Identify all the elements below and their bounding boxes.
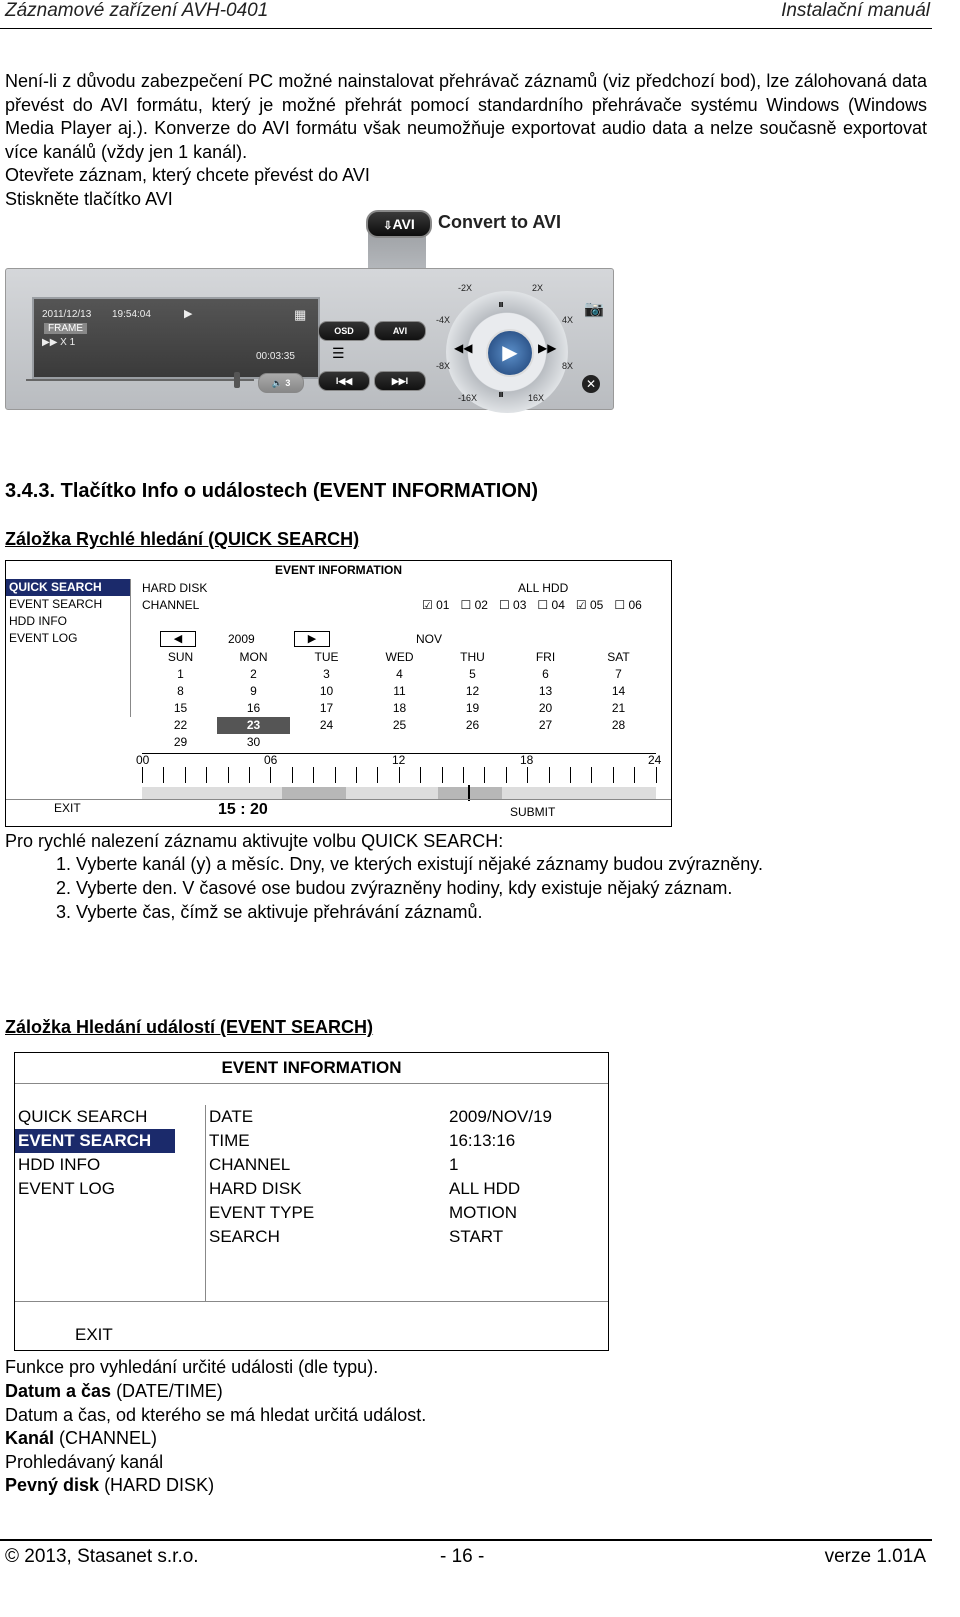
calendar-day[interactable]: 3 xyxy=(323,667,330,681)
hard-disk-label: HARD DISK xyxy=(142,581,208,595)
event-field-value[interactable]: 2009/NOV/19 xyxy=(449,1107,553,1126)
list-icon[interactable]: ☰ xyxy=(332,345,345,361)
event-field-row[interactable] xyxy=(209,1201,599,1225)
menu-event-log[interactable]: EVENT LOG xyxy=(18,1179,115,1198)
datetime-heading: Datum a čas (DATE/TIME) xyxy=(5,1381,223,1401)
weekday-header: SAT xyxy=(607,650,630,664)
calendar-day[interactable]: 8 xyxy=(177,684,184,698)
speed-label: 8X xyxy=(562,361,574,371)
event-field-label: SEARCH xyxy=(209,1227,280,1246)
channel-number: 04 xyxy=(551,598,565,612)
list-item: 1. Vyberte kanál (y) a měsíc. Dny, ve kterých existují nějaké záznamy budou zvýrazněny. xyxy=(76,852,930,876)
footer-divider xyxy=(15,1301,608,1302)
event-field-label: CHANNEL xyxy=(209,1155,291,1174)
event-field-value[interactable]: MOTION xyxy=(449,1203,517,1222)
calendar-day xyxy=(509,734,582,751)
calendar-grid xyxy=(144,649,655,751)
checkbox-icon[interactable]: ☐ xyxy=(537,598,549,612)
time-display: 15 : 20 xyxy=(218,801,268,818)
panel-title: EVENT INFORMATION xyxy=(221,1058,402,1077)
panel-title: EVENT INFORMATION xyxy=(274,563,403,577)
osd-button[interactable]: OSD xyxy=(318,321,370,341)
event-fields xyxy=(209,1105,599,1249)
channel-checkbox[interactable] xyxy=(537,598,564,612)
close-icon[interactable]: ✕ xyxy=(582,375,600,393)
month-label: NOV xyxy=(416,632,443,646)
event-field-value[interactable]: START xyxy=(449,1227,504,1246)
lcd-time: 19:54:04 xyxy=(112,309,151,320)
channel-heading: Kanál (CHANNEL) xyxy=(5,1428,158,1448)
weekday-header: WED xyxy=(385,650,414,664)
event-field-value[interactable]: 16:13:16 xyxy=(449,1131,516,1150)
weekday-header: SUN xyxy=(167,650,194,664)
intro-step-open: Otevřete záznam, který chcete převést do AVI xyxy=(5,165,370,185)
player-window xyxy=(5,268,614,410)
weekday-header: THU xyxy=(460,650,485,664)
hour-tick xyxy=(634,767,635,783)
checkbox-checked-icon[interactable]: ☑ xyxy=(575,598,587,612)
hour-tick xyxy=(656,767,657,783)
menu-event-search[interactable]: EVENT SEARCH xyxy=(15,1129,175,1153)
hour-tick xyxy=(292,767,293,783)
hour-tick xyxy=(484,767,485,783)
calendar-day[interactable]: 14 xyxy=(611,684,626,698)
weekday-header: MON xyxy=(239,650,268,664)
menu-divider xyxy=(205,1105,206,1301)
rewind-icon[interactable]: ◀◀ xyxy=(454,341,473,355)
calendar-day[interactable]: 30 xyxy=(246,735,261,749)
calendar-day[interactable]: 4 xyxy=(396,667,403,681)
timeline-handle[interactable] xyxy=(234,372,240,388)
calendar-day[interactable]: 5 xyxy=(469,667,476,681)
calendar-day[interactable]: 26 xyxy=(465,718,480,732)
hour-tick xyxy=(163,767,164,783)
event-field-value[interactable]: ALL HDD xyxy=(449,1179,521,1198)
channel-checkbox[interactable] xyxy=(614,598,641,612)
play-indicator-icon: ▶ xyxy=(184,308,193,320)
hour-tick xyxy=(527,767,528,783)
event-field-row[interactable] xyxy=(209,1225,599,1249)
hour-tick xyxy=(335,767,336,783)
calendar-day[interactable]: 18 xyxy=(392,701,407,715)
calendar-day[interactable]: 29 xyxy=(173,735,188,749)
event-field-value[interactable]: 1 xyxy=(449,1155,459,1174)
menu-event-search[interactable]: EVENT SEARCH xyxy=(9,597,103,611)
quick-intro: Pro rychlé nalezení záznamu aktivujte volbu QUICK SEARCH: xyxy=(5,831,504,851)
avi-button[interactable]: AVI xyxy=(374,321,426,341)
quick-search-heading: Záložka Rychlé hledání (QUICK SEARCH) xyxy=(5,529,360,549)
hour-tick xyxy=(442,767,443,783)
event-field-label: DATE xyxy=(209,1107,254,1126)
channel-number: 02 xyxy=(474,598,488,612)
calendar-day[interactable]: 12 xyxy=(465,684,480,698)
hour-tick xyxy=(313,767,314,783)
calendar-day[interactable]: 16 xyxy=(246,701,261,715)
hour-label: 24 xyxy=(648,753,662,767)
channel-checkboxes xyxy=(422,598,653,612)
calendar-day[interactable]: 13 xyxy=(538,684,553,698)
hour-tick xyxy=(463,767,464,783)
channel-number: 03 xyxy=(513,598,527,612)
calendar-day[interactable]: 19 xyxy=(465,701,480,715)
speed-label: -2X xyxy=(458,283,473,293)
calendar-week xyxy=(144,666,655,683)
hour-tick xyxy=(142,767,143,783)
checkbox-checked-icon[interactable]: ☑ xyxy=(422,598,433,612)
calendar-day[interactable]: 23 xyxy=(217,717,290,734)
hour-tick xyxy=(356,767,357,783)
exit-button[interactable]: EXIT xyxy=(75,1325,113,1344)
lcd-date: 2011/12/13 xyxy=(42,309,92,320)
calendar-day[interactable]: 10 xyxy=(319,684,334,698)
event-field-label: TIME xyxy=(209,1131,250,1150)
event-desc: Funkce pro vyhledání určité události (dle typu). xyxy=(5,1357,379,1377)
snapshot-icon[interactable]: 📷 xyxy=(584,301,604,318)
menu-quick-search[interactable]: QUICK SEARCH xyxy=(6,579,130,596)
footer-line xyxy=(0,1539,932,1541)
calendar-day[interactable]: 6 xyxy=(542,667,549,681)
menu-quick-search[interactable]: QUICK SEARCH xyxy=(18,1107,148,1126)
lcd-speed: ▶▶ X 1 xyxy=(42,337,76,348)
footer-version: verze 1.01A xyxy=(824,1546,926,1567)
exit-button[interactable]: EXIT xyxy=(54,801,81,815)
speed-label: -8X xyxy=(436,361,451,371)
channel-number: 01 xyxy=(436,598,450,612)
checkbox-icon[interactable]: ☐ xyxy=(614,598,626,612)
channel-desc: Prohledávaný kanál xyxy=(5,1452,164,1472)
calendar-day[interactable]: 20 xyxy=(538,701,553,715)
calendar-day xyxy=(436,734,509,751)
submit-button[interactable]: SUBMIT xyxy=(510,805,556,819)
pause-icon[interactable]: ⏸ xyxy=(498,297,505,311)
side-menu xyxy=(6,579,131,717)
quick-steps xyxy=(0,852,930,924)
menu-hdd-info[interactable]: HDD INFO xyxy=(9,614,67,628)
year-label: 2009 xyxy=(228,632,255,646)
event-field-row[interactable] xyxy=(209,1129,599,1153)
hour-label: 00 xyxy=(136,753,150,767)
hour-tick xyxy=(228,767,229,783)
title-divider xyxy=(15,1083,608,1084)
stop-icon[interactable]: ⏸ xyxy=(498,387,505,401)
next-month-button[interactable]: ▶ xyxy=(294,631,330,647)
channel-checkbox[interactable] xyxy=(422,598,449,612)
section-title: 3.4.3. Tlačítko Info o událostech (EVENT INFORMATION) xyxy=(5,480,539,502)
checkbox-icon[interactable]: ☐ xyxy=(498,598,510,612)
calendar-day[interactable]: 21 xyxy=(611,701,626,715)
list-item: 2. Vyberte den. V časové ose budou zvýrazněny hodiny, kdy existuje nějaký záznam. xyxy=(76,876,930,900)
prev-button[interactable]: I◀◀ xyxy=(318,371,370,391)
channel-checkbox[interactable] xyxy=(576,598,603,612)
calendar-week xyxy=(144,700,655,717)
forward-icon[interactable]: ▶▶ xyxy=(538,341,557,355)
prev-month-button[interactable]: ◀ xyxy=(160,631,196,647)
calendar-day[interactable]: 1 xyxy=(177,667,184,681)
side-menu xyxy=(15,1105,175,1201)
hour-tick xyxy=(570,767,571,783)
calendar-day[interactable]: 17 xyxy=(319,701,334,715)
calendar-day[interactable]: 2 xyxy=(250,667,257,681)
calendar-day xyxy=(363,734,436,751)
event-field-row[interactable] xyxy=(209,1105,599,1129)
hour-label: 18 xyxy=(520,753,534,767)
speed-label: -4X xyxy=(436,315,451,325)
calendar-day[interactable]: 7 xyxy=(615,667,622,681)
calendar-day[interactable]: 11 xyxy=(393,684,406,698)
calendar-day[interactable]: 28 xyxy=(611,718,626,732)
hour-tick xyxy=(613,767,614,783)
calendar-day[interactable]: 25 xyxy=(392,718,407,732)
volume-button[interactable]: 🔈 3 xyxy=(258,373,304,393)
calendar-day[interactable]: 15 xyxy=(173,701,188,715)
timeline-ticks[interactable] xyxy=(142,767,656,787)
speed-label: 4X xyxy=(562,315,574,325)
speed-label: 16X xyxy=(528,393,545,403)
next-button[interactable]: ▶▶I xyxy=(374,371,426,391)
doc-header-title: Záznamové zařízení AVH-0401 xyxy=(5,0,269,21)
hour-tick xyxy=(399,767,400,783)
channel-number: 05 xyxy=(589,598,604,612)
lcd-elapsed: 00:03:35 xyxy=(256,351,295,362)
intro-step-press: Stiskněte tlačítko AVI xyxy=(5,189,173,209)
menu-hdd-info[interactable]: HDD INFO xyxy=(18,1155,101,1174)
callout-label: Convert to AVI xyxy=(438,212,562,232)
hard-disk-value[interactable]: ALL HDD xyxy=(518,581,569,595)
event-field-row[interactable] xyxy=(209,1177,599,1201)
player-lcd-display xyxy=(32,297,320,379)
calendar-day xyxy=(582,734,655,751)
hour-label: 06 xyxy=(264,753,278,767)
event-field-row[interactable] xyxy=(209,1153,599,1177)
harddisk-heading: Pevný disk (HARD DISK) xyxy=(5,1475,215,1495)
hour-label: 12 xyxy=(392,753,406,767)
event-search-heading: Záložka Hledání událostí (EVENT SEARCH) xyxy=(5,1017,374,1037)
doc-header-subtitle: Instalační manuál xyxy=(781,0,930,21)
footer-copyright: © 2013, Stasanet s.r.o. xyxy=(5,1546,199,1567)
channel-number: 06 xyxy=(628,598,642,612)
channel-label: CHANNEL xyxy=(142,598,200,612)
event-search-panel xyxy=(14,1052,609,1351)
datetime-desc: Datum a čas, od kterého se má hledat určitá událost. xyxy=(5,1405,427,1425)
header-divider xyxy=(0,28,932,29)
hour-tick xyxy=(249,767,250,783)
menu-event-log[interactable]: EVENT LOG xyxy=(9,631,78,645)
event-field-label: HARD DISK xyxy=(209,1179,302,1198)
timeline-slider[interactable] xyxy=(26,379,254,381)
timeline-bar[interactable] xyxy=(142,787,656,799)
speed-label: 2X xyxy=(532,283,544,293)
play-button[interactable]: ▶ xyxy=(486,329,534,377)
checkbox-icon[interactable]: ☐ xyxy=(460,598,472,612)
lcd-frame-badge: FRAME xyxy=(44,323,87,334)
hour-tick xyxy=(549,767,550,783)
list-item: 3. Vyberte čas, čímž se aktivuje přehrávání záznamů. xyxy=(76,900,930,924)
hour-tick xyxy=(206,767,207,783)
hour-tick xyxy=(377,767,378,783)
hour-tick xyxy=(506,767,507,783)
hour-tick xyxy=(185,767,186,783)
calendar-week xyxy=(144,717,655,734)
channel-checkbox[interactable] xyxy=(499,598,526,612)
grid-icon: ▦ xyxy=(294,307,307,322)
record-highlight xyxy=(438,787,502,799)
callout-avi-button: ⇩AVI xyxy=(366,210,432,238)
hour-tick xyxy=(270,767,271,783)
calendar-day[interactable]: 27 xyxy=(538,718,553,732)
calendar-day[interactable]: 22 xyxy=(173,718,188,732)
hour-tick xyxy=(420,767,421,783)
speed-label: -16X xyxy=(458,393,478,403)
weekday-header: TUE xyxy=(314,650,339,664)
page-number: - 16 - xyxy=(440,1546,485,1567)
intro-paragraph: Není-li z důvodu zabezpečení PC možné nainstalovat přehrávač záznamů (viz předchozí bod), lze zálohovaná data převést do AVI formátu, který je možné přehrát pomocí standardního přehrávače systému Windows (Windows Media Player aj.). Konverze do AVI formátu však neumožňuje exportovat audio data a nelze současně exportovat více kanálů (vždy jen 1 kanál). xyxy=(5,71,927,162)
calendar-week xyxy=(144,734,655,751)
quick-search-panel xyxy=(5,560,672,827)
channel-checkbox[interactable] xyxy=(460,598,487,612)
calendar-day[interactable]: 24 xyxy=(319,718,334,732)
record-highlight xyxy=(282,787,346,799)
weekday-header: FRI xyxy=(535,650,556,664)
footer-divider xyxy=(6,799,671,800)
event-field-label: EVENT TYPE xyxy=(209,1203,315,1222)
hour-tick xyxy=(591,767,592,783)
calendar-day[interactable]: 9 xyxy=(250,684,257,698)
calendar-week xyxy=(144,683,655,700)
calendar-day xyxy=(290,734,363,751)
